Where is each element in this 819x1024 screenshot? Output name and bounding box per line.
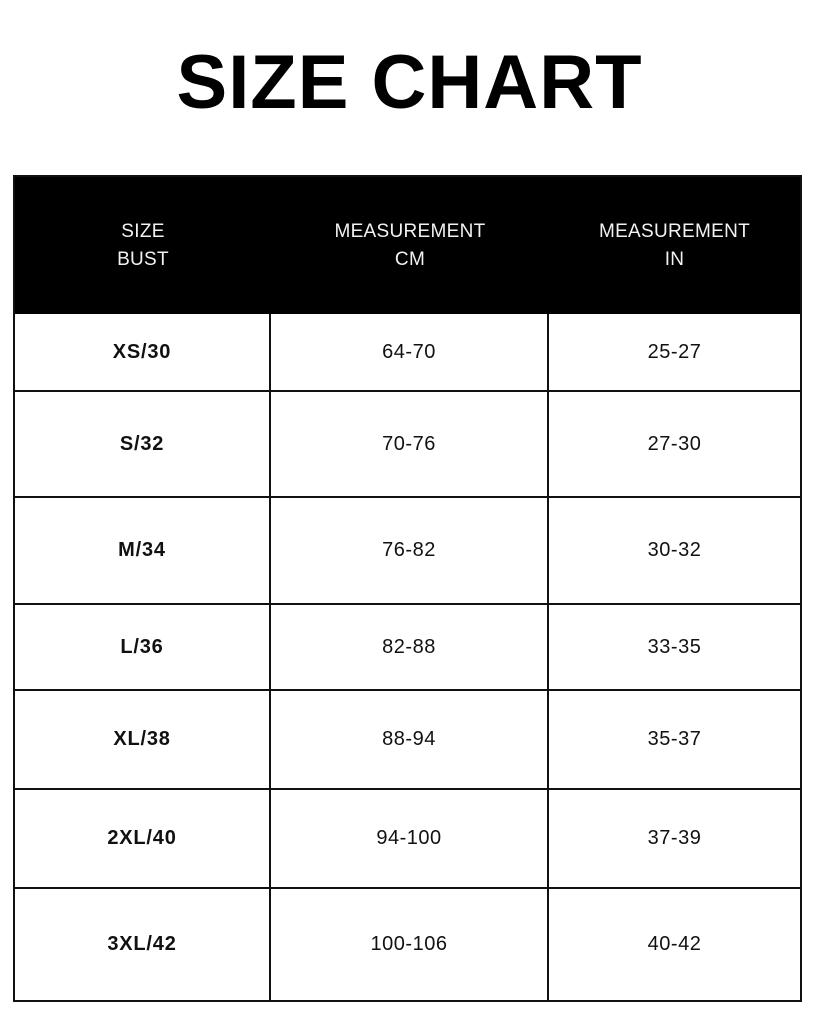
page-title: SIZE CHART: [176, 40, 643, 125]
header-sublabel: BUST: [117, 248, 169, 270]
size-cell: M/34: [15, 498, 271, 605]
size-cell: 3XL/42: [15, 889, 271, 1000]
header-measurement-cm: [271, 177, 549, 314]
cm-cell: 88-94: [271, 691, 549, 790]
cm-cell: 94-100: [271, 790, 549, 889]
size-cell: XL/38: [15, 691, 271, 790]
size-cell: XS/30: [15, 314, 271, 392]
header-sublabel: CM: [394, 248, 426, 270]
cm-cell: 82-88: [271, 605, 549, 691]
size-cell: L/36: [15, 605, 271, 691]
in-cell: 33-35: [549, 605, 800, 691]
cm-cell: 76-82: [271, 498, 549, 605]
header-size-bust: [15, 177, 271, 314]
header-label: MEASUREMENT: [334, 220, 486, 242]
in-cell: 35-37: [549, 691, 800, 790]
header-sublabel: IN: [664, 248, 685, 270]
in-cell: 30-32: [549, 498, 800, 605]
header-label: SIZE: [121, 220, 165, 242]
size-chart-table: [13, 175, 802, 1002]
in-cell: 40-42: [647, 933, 702, 955]
cm-cell: 64-70: [271, 314, 549, 392]
header-measurement-in: [549, 177, 800, 314]
in-cell: 37-39: [549, 790, 800, 889]
size-cell: S/32: [15, 392, 271, 498]
header-label: MEASUREMENT: [598, 220, 751, 242]
size-cell: 2XL/40: [15, 790, 271, 889]
in-cell: 27-30: [549, 392, 800, 498]
cm-cell: 70-76: [271, 392, 549, 498]
cm-cell: 100-106: [271, 889, 549, 1000]
in-cell: 25-27: [549, 314, 800, 392]
